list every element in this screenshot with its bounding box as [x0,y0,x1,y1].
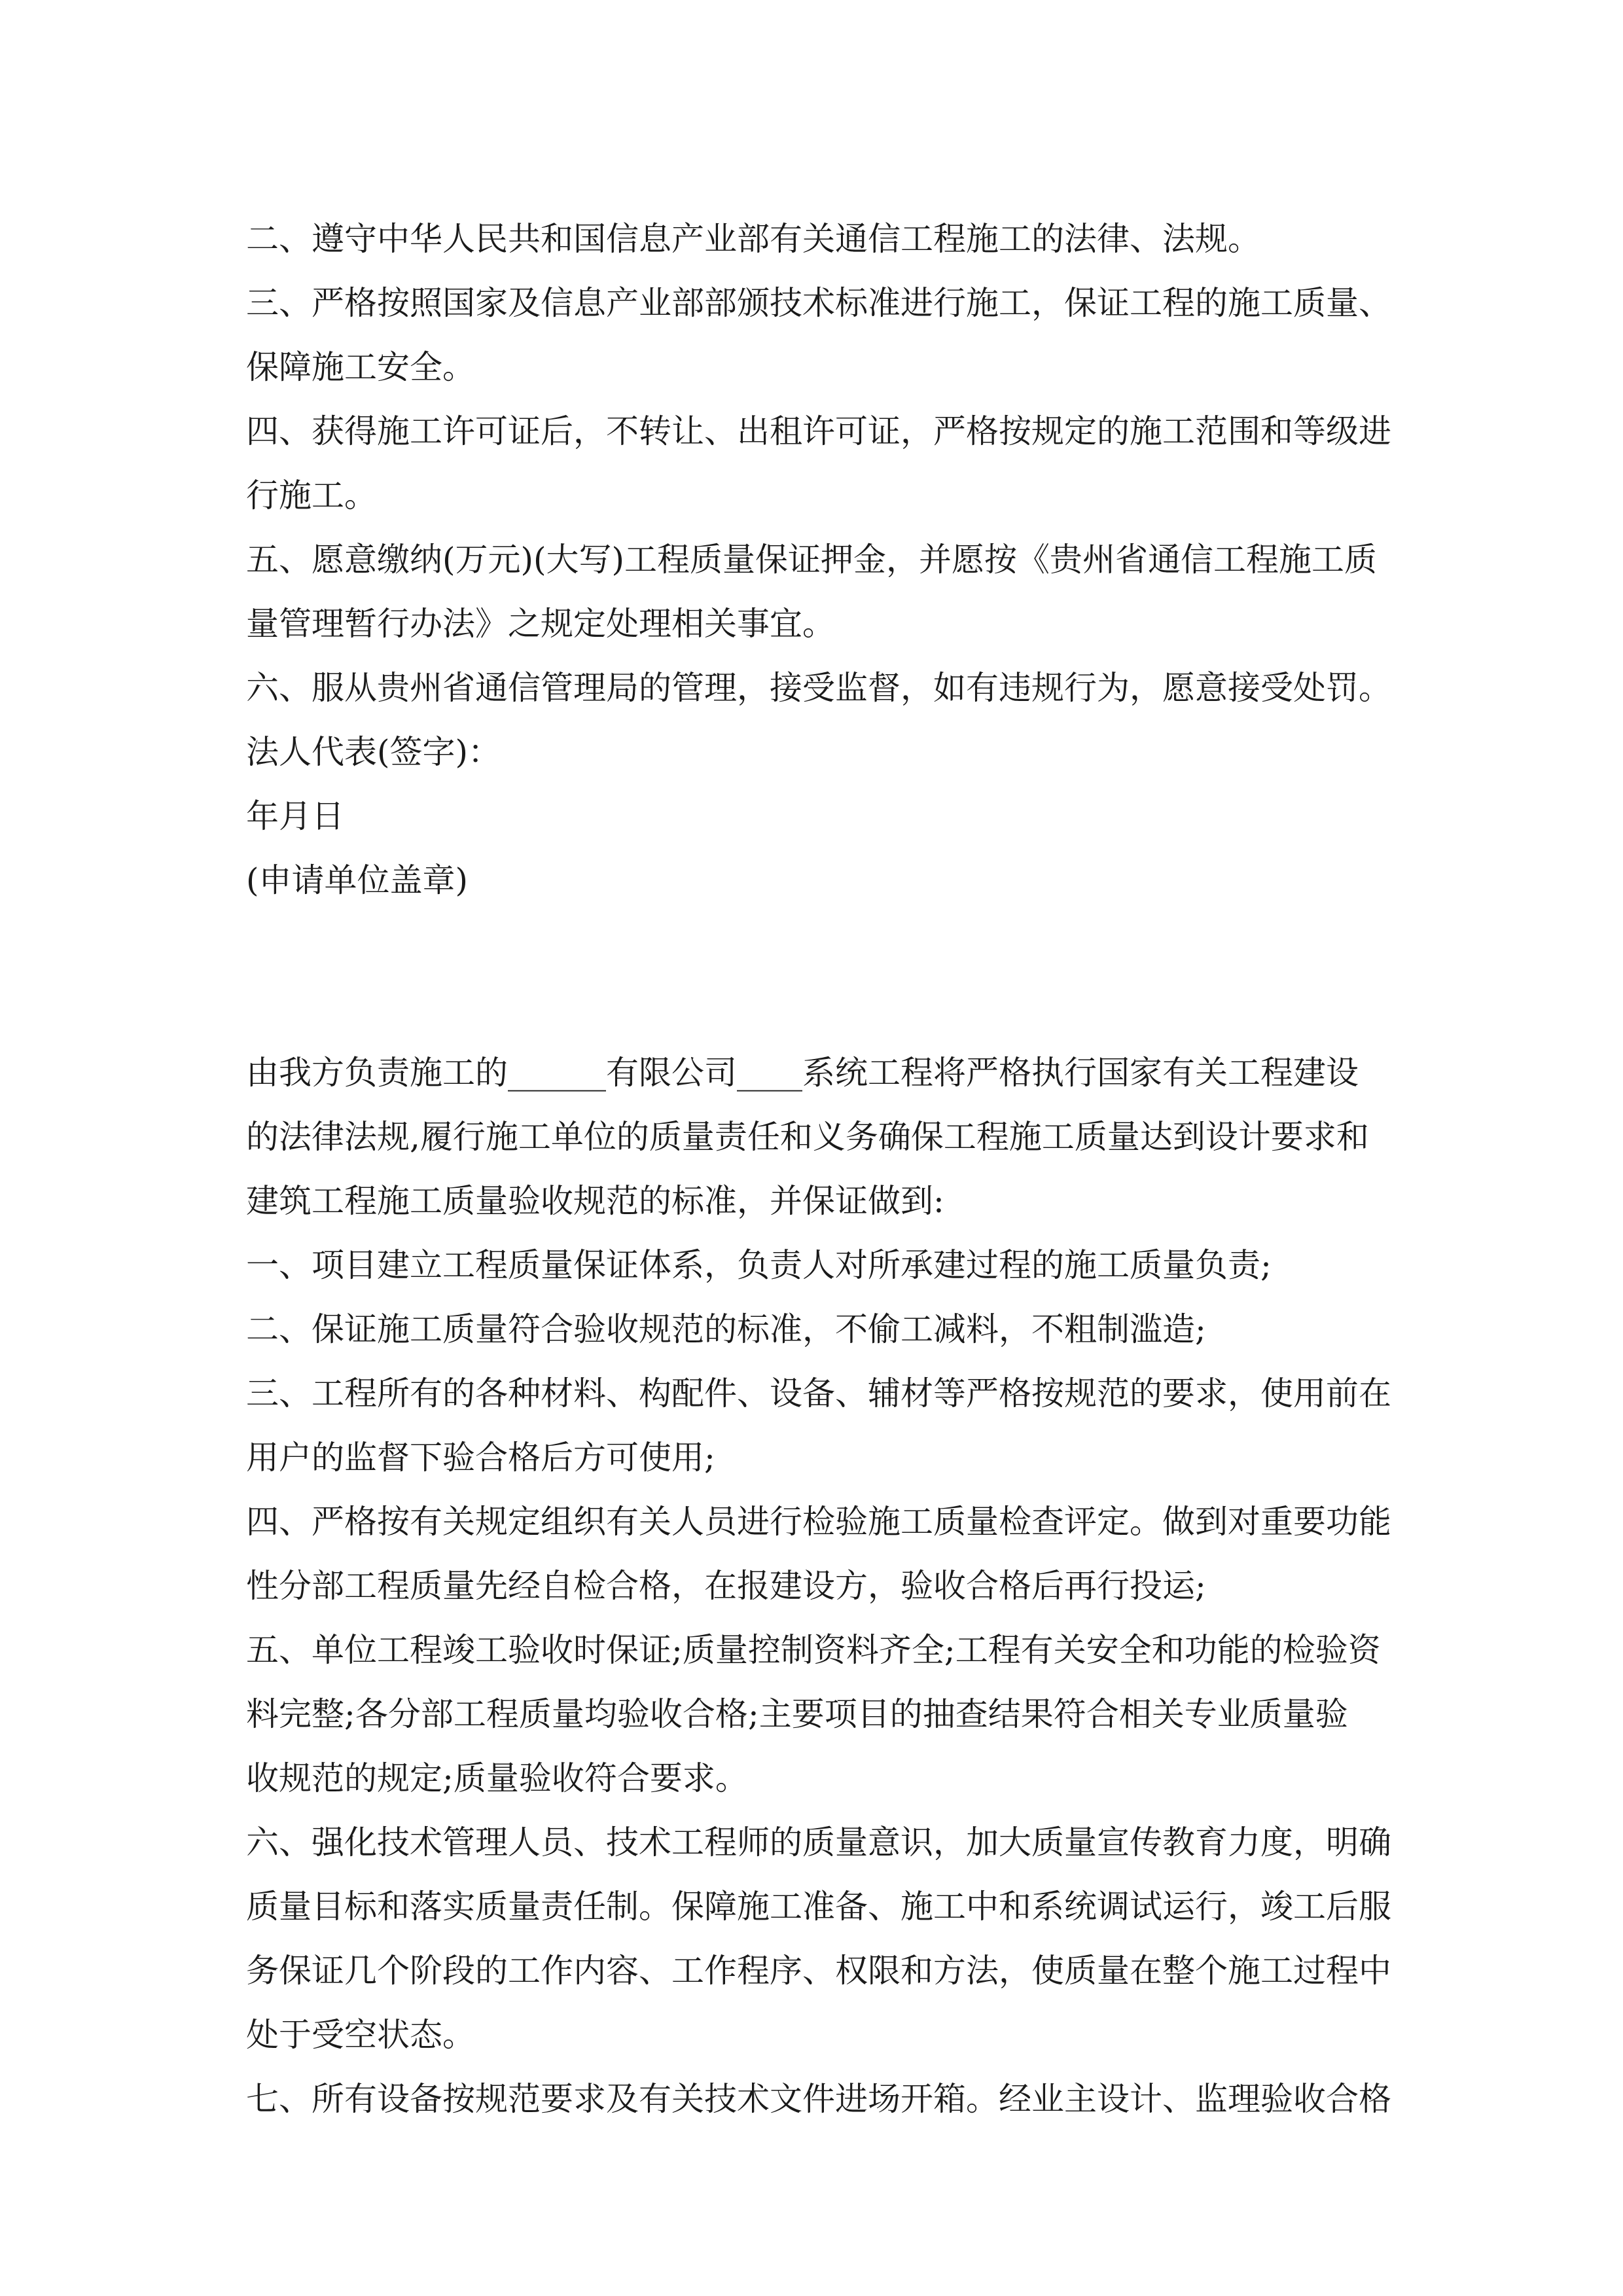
text-line: 四、获得施工许可证后，不转让、出租许可证，严格按规定的施工范围和等级进 [246,412,1391,450]
text-line: 料完整;各分部工程质量均验收合格;主要项目的抽查结果符合相关专业质量验 [246,1695,1348,1733]
text-line: 三、严格按照国家及信息产业部部颁技术标准进行施工，保证工程的施工质量、 [246,284,1391,322]
text-line: 性分部工程质量先经自检合格，在报建设方，验收合格后再行投运; [246,1567,1206,1605]
text-line: 质量目标和落实质量责任制。保障施工准备、施工中和系统调试运行，竣工后服 [246,1888,1391,1926]
text-line: 七、所有设备按规范要求及有关技术文件进场开箱。经业主设计、监理验收合格 [246,2080,1391,2118]
text-line: 的法律法规,履行施工单位的质量责任和义务确保工程施工质量达到设计要求和 [246,1118,1369,1156]
text-line: 量管理暂行办法》之规定处理相关事宜。 [246,605,835,643]
text-line: 建筑工程施工质量验收规范的标准，并保证做到: [246,1182,944,1220]
text-line: 五、愿意缴纳(万元)(大写)工程质量保证押金，并愿按《贵州省通信工程施工质 [246,541,1378,579]
text-line: 由我方负责施工的______有限公司____系统工程将严格执行国家有关工程建设 [246,1054,1359,1092]
text-line: 二、保证施工质量符合验收规范的标准，不偷工减料，不粗制滥造; [246,1310,1206,1348]
text-line: 六、服从贵州省通信管理局的管理，接受监督，如有违规行为，愿意接受处罚。 [246,669,1391,707]
text-line: 二、遵守中华人民共和国信息产业部有关通信工程施工的法律、法规。 [246,220,1260,258]
text-line: 三、工程所有的各种材料、构配件、设备、辅材等严格按规范的要求，使用前在 [246,1374,1391,1412]
text-line: 处于受空状态。 [246,2016,475,2054]
date-label: 年月日 [246,797,344,835]
text-line: 用户的监督下验合格后方可使用; [246,1439,715,1477]
text-line: 保障施工安全。 [246,348,475,386]
seal-label: (申请单位盖章) [246,861,469,899]
document-body [246,207,1391,2131]
quality-guarantee-section [246,1041,1391,2131]
text-line: 六、强化技术管理人员、技术工程师的质量意识，加大质量宣传教育力度，明确 [246,1823,1391,1861]
text-line: 五、单位工程竣工验收时保证;质量控制资料齐全;工程有关安全和功能的检验资 [246,1631,1381,1669]
text-line: 四、严格按有关规定组织有关人员进行检验施工质量检查评定。做到对重要功能 [246,1503,1391,1541]
text-line: 务保证几个阶段的工作内容、工作程序、权限和方法，使质量在整个施工过程中 [246,1952,1391,1990]
text-line: 一、项目建立工程质量保证体系，负责人对所承建过程的施工质量负责; [246,1246,1272,1284]
section-gap [246,912,1385,1041]
pledge-section [246,207,1391,912]
text-line: 收规范的规定;质量验收符合要求。 [246,1759,748,1797]
text-line: 行施工。 [246,476,377,514]
signature-label: 法人代表(签字)： [246,733,501,771]
